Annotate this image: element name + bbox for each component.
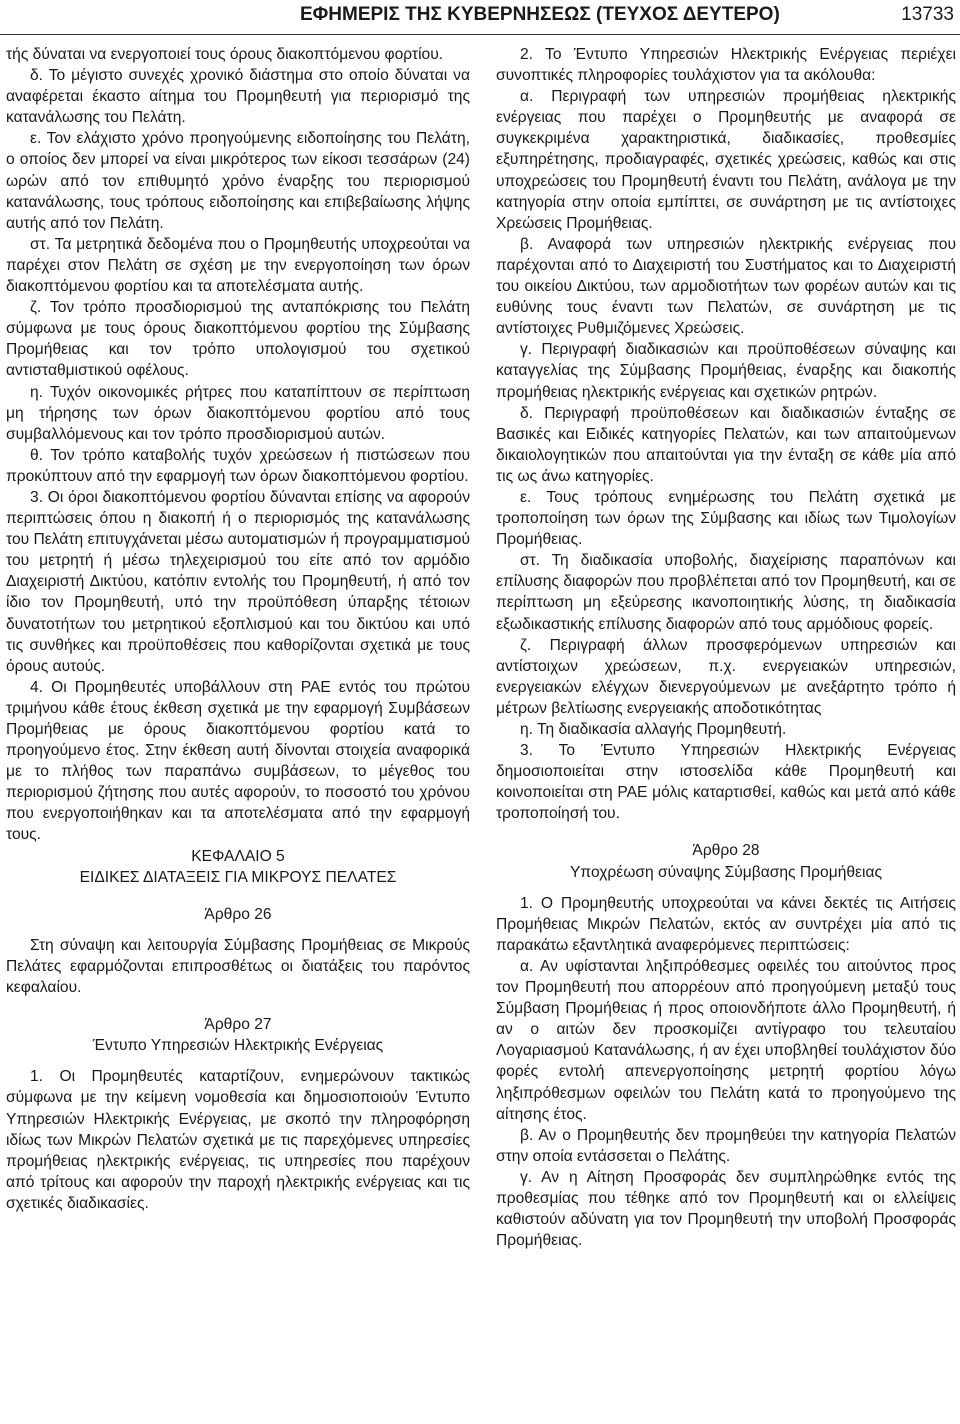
header-rule (0, 34, 960, 35)
article-title: Έντυπο Υπηρεσιών Ηλεκτρικής Ενέργειας (92, 1037, 384, 1055)
paragraph: η. Τη διαδικασία αλλαγής Προμηθευτή. (520, 721, 787, 738)
paragraph: θ. Τον τρόπο καταβολής τυχόν χρεώσεων ή πιστώσεων που προκύπτουν από την εφαρμογή των όρων διακοπτόμενου φορτίου. (6, 446, 470, 485)
article-heading: Άρθρο 27 (204, 1016, 272, 1034)
paragraph: η. Τυχόν οικονομικές ρήτρες που καταπίπτουν σε περίπτωση μη τήρησης των όρων διακοπτόμενου φορτίου από τους συμβαλλόμενους και τον τρόπο προσδιορισμού αυτών. (6, 383, 470, 443)
paragraph: ζ. Περιγραφή άλλων προσφερόμενων υπηρεσιών και αντίστοιχων χρεώσεων, π.χ. ενεργειακών υπηρεσιών, ενεργειακών ελέγχων διενεργούμενων με ανεξάρτητο τρόπο ή μέτρων βελτίωσης ενεργειακής αποδοτικότητας (496, 636, 956, 717)
paragraph: α. Αν υφίστανται ληξιπρόθεσμες οφειλές του αιτούντος προς τον Προμηθευτή που απορρέουν από προηγούμενη μεταξύ τους Σύμβαση Προμήθειας ή προς οποιονδήποτε άλλο Προμηθευτή, ή αν ο αιτών δεν προσκομίζει αντίγραφο του τελευταίου Λογαριασμού Κατανάλωσης, ή αν έχει υποβληθεί τουλάχιστον δύο φορές εντολή απενεργοποίησης μετρητή φορτίου λόγω ληξιπρόθεσμων οφειλών του Πελάτη κατά το προηγούμενο της αίτησης έτος. (496, 957, 956, 1123)
paragraph: ε. Τους τρόπους ενημέρωσης του Πελάτη σχετικά με τροποποίηση των όρων της Σύμβασης και ιδίως των Τιμολογίων Προμήθειας. (496, 488, 956, 549)
paragraph: ε. Τον ελάχιστο χρόνο προηγούμενης ειδοποίησης του Πελάτη, ο οποίος δεν μπορεί να είναι μικρότερος των είκοσι τεσσάρων (24) ωρών από τον επιθυμητό χρόνο έναρξης του περιορισμού κατανάλωσης, τους τρόπους ειδοποίησης και επιβεβαίωσης λήψης αυτής από τον Πελάτη. (6, 130, 470, 232)
page-header (0, 4, 960, 34)
paragraph: 1. Ο Προμηθευτής υποχρεούται να κάνει δεκτές τις Αιτήσεις Προμήθειας Μικρών Πελατών, εκτός αν συντρέχει μία από τις παρακάτω εξαντλητικά αναφερόμενες περιπτώσεις: (496, 894, 956, 954)
chapter-heading: ΚΕΦΑΛΑΙΟ 5 (191, 847, 285, 865)
paragraph: στ. Τη διαδικασία υποβολής, διαχείρισης παραπόνων και επίλυσης διαφορών που προβλέπεται από τον Προμηθευτή, και σε περίπτωση μη εξεύρεσης ικανοποιητικής λύσης, τη διαδικασία εξωδικαστικής επίλυσης διαφορών από τους αρμόδιους φορείς. (496, 552, 956, 633)
chapter-title: ΕΙΔΙΚΕΣ ΔΙΑΤΑΞΕΙΣ ΓΙΑ ΜΙΚΡΟΥΣ ΠΕΛΑΤΕΣ (79, 868, 397, 886)
paragraph: 3. Οι όροι διακοπτόμενου φορτίου δύνανται επίσης να αφορούν περιπτώσεις όπου η διακοπή ή ο περιορισμός της κατανάλωσης του Πελάτη επιτυγχάνεται μέσω αυτοματισμών ή προγραμματισμού του μετρητή ή μέσω τηλεχειρισμού του είτε από τον αρμόδιο Διαχειριστή Δικτύου, κατόπιν εντολής του Προμηθευτή, ή από τον ίδιο τον Προμηθευτή, υπό την προϋπόθεση ύπαρξης τέτοιων δυνατοτήτων του μετρητικού εξοπλισμού και του δικτύου και υπό τις συνθήκες και προϋποθέσεις που καθορίζονται σχετικά με τους όρους αυτούς. (6, 488, 470, 675)
gazette-title: ΕΦΗΜΕΡΙΣ ΤΗΣ ΚΥΒΕΡΝΗΣΕΩΣ (ΤΕΥΧΟΣ ΔΕΥΤΕΡΟ) (300, 4, 780, 25)
paragraph: β. Αναφορά των υπηρεσιών ηλεκτρικής ενέργειας που παρέχονται από το Διαχειριστή του Συστήματος και το Διαχειριστή του οικείου Δικτύου, των αρμοδιοτήτων των φορέων αυτών και τις ευθύνης τους έναντι των Πελατών, σε συνάρτηση με τις αντίστοιχες Ρυθμιζόμενες Χρεώσεις. (496, 235, 956, 338)
paragraph: 3. Το Έντυπο Υπηρεσιών Ηλεκτρικής Ενέργειας δημοσιοποιείται στην ιστοσελίδα κάθε Προμηθευτή και κοινοποιείται στη ΡΑΕ μόλις καταρτισθεί, καθώς και μετά από κάθε τροποποίησή του. (496, 742, 956, 823)
paragraph: γ. Αν η Αίτηση Προσφοράς δεν συμπληρώθηκε εντός της προθεσμίας που τέθηκε από τον Προμηθευτή και οι ελλείψεις καθιστούν αδύνατη για τον Προμηθευτή την υποβολή Προσφοράς Προμήθειας. (496, 1168, 956, 1250)
page-number: 13733 (901, 4, 954, 25)
paragraph: στ. Τα μετρητικά δεδομένα που ο Προμηθευτής υποχρεούται να παρέχει στον Πελάτη σε σχέση με την ενεργοποίηση των όρων διακοπτόμενου φορτίου και τα αποτελέσματα αυτής. (6, 235, 470, 296)
article-heading: Άρθρο 26 (204, 905, 272, 923)
paragraph: δ. Το μέγιστο συνεχές χρονικό διάστημα στο οποίο δύναται να αναφέρεται έκαστο αίτημα του Προμηθευτή για περιορισμό της κατανάλωσης του Πελάτη. (6, 67, 470, 127)
paragraph: γ. Περιγραφή διαδικασιών και προϋποθέσεων σύναψης και καταγγελίας της Σύμβασης Προμήθειας, έναρξης και διακοπής προμήθειας ηλεκτρικής ενέργειας και σχετικών ρητρών. (496, 341, 956, 401)
paragraph: 4. Οι Προμηθευτές υποβάλλουν στη ΡΑΕ εντός του πρώτου τριμήνου κάθε έτους έκθεση σχετικά με την εφαρμογή Συμβάσεων Προμήθειας με όρους διακοπτόμενου φορτίου κατά το προηγούμενο έτος. Στην έκθεση αυτή δίνονται στοιχεία αναφορικά με το πλήθος των παραπάνω συμβάσεων, το μέγεθος του περιορισμού ζήτησης που αυτές αφορούν, το ποσοστό του χρόνου που ενεργοποιήθηκαν και τα αποτελέσματα από την εφαρμογή τους. (6, 678, 470, 844)
paragraph: ζ. Τον τρόπο προσδιορισμού της ανταπόκρισης του Πελάτη σύμφωνα με τους όρους διακοπτόμενου φορτίου της Σύμβασης Προμήθειας και τον τρόπο υπολογισμού του σχετικού αντισταθμιστικού οφέλους. (6, 299, 470, 380)
paragraph: Στη σύναψη και λειτουργία Σύμβασης Προμήθειας σε Μικρούς Πελάτες εφαρμόζονται επιπροσθέτως οι διατάξεις του παρόντος κεφαλαίου. (6, 936, 470, 997)
right-column (496, 44, 956, 1251)
paragraph: β. Αν ο Προμηθευτής δεν προμηθεύει την κατηγορία Πελατών στην οποία εντάσσεται ο Πελάτης. (496, 1126, 956, 1165)
paragraph: τής δύναται να ενεργοποιεί τους όρους διακοπτόμενου φορτίου. (6, 46, 444, 63)
paragraph: 1. Οι Προμηθευτές καταρτίζουν, ενημερώνουν τακτικώς σύμφωνα με την κείμενη νομοθεσία και δημοσιοποιούν Έντυπο Υπηρεσιών Ηλεκτρικής Ενέργειας, με σκοπό την πληροφόρηση ιδίως των Μικρών Πελατών σχετικά με τις παρεχόμενες υπηρεσίες προμήθειας ηλεκτρικής ενέργειας, τις υπηρεσίες που παρέχουν από τρίτους και αφορούν την παροχή ηλεκτρικής ενέργειας και τις σχετικές διαδικασίες. (6, 1068, 470, 1212)
left-column (6, 44, 470, 1214)
article-title: Υποχρέωση σύναψης Σύμβασης Προμήθειας (570, 863, 882, 881)
article-heading: Άρθρο 28 (692, 842, 760, 860)
paragraph: α. Περιγραφή των υπηρεσιών προμήθειας ηλεκτρικής ενέργειας που παρέχει ο Προμηθευτής με αναφορά σε συγκεκριμένα χαρακτηριστικά, διαδικασίες, προθεσμίες εξυπηρέτησης, προδιαγραφές, σχετικές χρεώσεις, καθώς και στις υποχρεώσεις του Προμηθευτή έναντι του Πελάτη, ανάλογα με την κατηγορία στην οποία εμπίπτει, σε συνάρτηση με τις αντίστοιχες Χρεώσεις Προμήθειας. (496, 88, 956, 232)
paragraph: δ. Περιγραφή προϋποθέσεων και διαδικασιών ένταξης σε Βασικές και Ειδικές κατηγορίες Πελατών, και των απαιτούμενων δικαιολογητικών που απαιτούνται για την ένταξη σε κάθε μία από τις ως άνω κατηγορίες. (496, 404, 956, 485)
paragraph: 2. Το Έντυπο Υπηρεσιών Ηλεκτρικής Ενέργειας περιέχει συνοπτικές πληροφορίες τουλάχιστον για τα ακόλουθα: (496, 46, 956, 85)
